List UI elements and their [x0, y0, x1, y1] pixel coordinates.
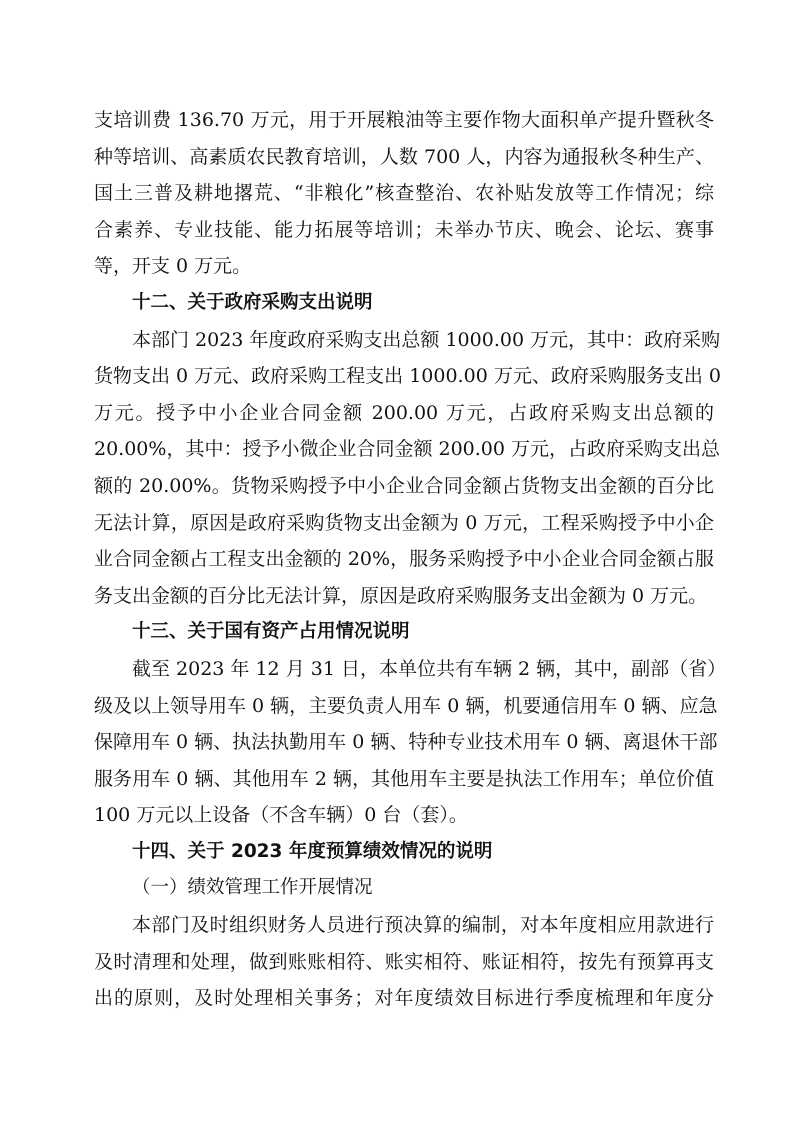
section-13-heading: 十三、关于国有资产占用情况说明: [132, 621, 410, 643]
paragraph-line: 及时清理和处理，做到账账相符、账实相符、账证相符，按先有预算再支: [94, 950, 714, 973]
section-14-heading: 十四、关于 2023 年度预算绩效情况的说明: [132, 840, 493, 862]
paragraph-line: 万元。授予中小企业合同金额 200.00 万元，占政府采购支出总额的: [94, 401, 714, 424]
paragraph-line: 种等培训、高素质农民教育培训，人数 700 人，内容为通报秋冬种生产、: [94, 145, 714, 168]
paragraph-line: 支培训费 136.70 万元，用于开展粮油等主要作物大面积单产提升暨秋冬: [94, 109, 714, 131]
document-page: [94, 102, 727, 1017]
section-14-paragraph: [94, 907, 714, 1017]
paragraph-line: 货物支出 0 万元、政府采购工程支出 1000.00 万元、政府采购服务支出 0: [94, 365, 721, 388]
section-13-paragraph: [94, 651, 727, 834]
paragraph-line: 国土三普及耕地撂荒、“非粮化”核查整治、农补贴发放等工作情况；综: [94, 182, 714, 205]
paragraph-line: 20.00%，其中：授予小微企业合同金额 200.00 万元，占政府采购支出总: [94, 438, 721, 461]
paragraph-line: 级及以上领导用车 0 辆，主要负责人用车 0 辆，机要通信用车 0 辆、应急: [94, 694, 718, 717]
section-14-subheading: （一）绩效管理工作开展情况: [132, 877, 373, 899]
paragraph-line: 无法计算，原因是政府采购货物支出金额为 0 万元，工程采购授予中小企: [94, 511, 714, 534]
paragraph-line: 本部门 2023 年度政府采购支出总额 1000.00 万元，其中：政府采购: [132, 328, 721, 351]
paragraph-training-expenses: [94, 102, 714, 285]
paragraph-line: 本部门及时组织财务人员进行预决算的编制，对本年度相应用款进行: [132, 914, 714, 937]
paragraph-line: 业合同金额占工程支出金额的 20%，服务采购授予中小企业合同金额占服: [94, 548, 714, 571]
paragraph-line: 务支出金额的百分比无法计算，原因是政府采购服务支出金额为 0 万元。: [94, 584, 708, 607]
paragraph-line: 额的 20.00%。货物采购授予中小企业合同金额占货物支出金额的百分比: [94, 474, 714, 497]
paragraph-line: 服务用车 0 辆、其他用车 2 辆，其他用车主要是执法工作用车；单位价值: [94, 767, 714, 790]
paragraph-line: 合素养、专业技能、能力拓展等培训；未举办节庆、晚会、论坛、赛事: [94, 218, 714, 241]
paragraph-line: 100 万元以上设备（不含车辆）0 台（套）。: [94, 804, 468, 827]
paragraph-line: 出的原则，及时处理相关事务；对年度绩效目标进行季度梳理和年度分: [94, 987, 714, 1010]
paragraph-line: 等，开支 0 万元。: [94, 255, 252, 278]
paragraph-line: 保障用车 0 辆、执法执勤用车 0 辆、特种专业技术用车 0 辆、离退休干部: [94, 731, 718, 754]
section-12-paragraph: [94, 322, 721, 615]
section-12-heading: 十二、关于政府采购支出说明: [132, 291, 373, 313]
paragraph-line: 截至 2023 年 12 月 31 日，本单位共有车辆 2 辆，其中，副部（省）: [132, 657, 727, 680]
